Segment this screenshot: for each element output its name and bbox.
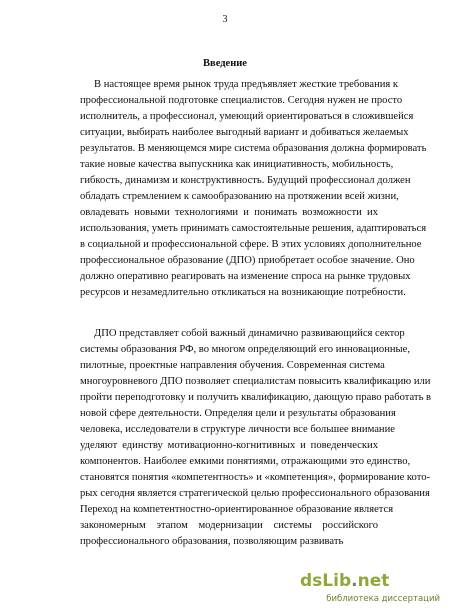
text-line: профессиональной подготовке специалистов. Сегодня нужен не просто — [80, 95, 403, 106]
text-line: ситуации, выбирать наиболее выгодный вариант и добиваться желаемых — [80, 127, 409, 138]
text-line: многоуровневого ДПО позволяет специалистам повысить квалификацию или — [80, 376, 431, 387]
text-line: новой сфере деятельности. Определяя цели и результаты образования — [80, 408, 396, 419]
page-number: 3 — [222, 14, 228, 25]
text-line: закономерным этапом модернизации системы российского — [80, 520, 378, 531]
paragraph-2 — [80, 326, 432, 550]
paragraph-1 — [80, 77, 427, 301]
section-heading: Введение — [203, 58, 247, 69]
text-line: профессионального образования, позволяющим развивать — [80, 536, 344, 547]
watermark-logo — [290, 572, 440, 594]
text-line: использования, уметь принимать самостоятельные решения, адаптироваться — [80, 223, 427, 234]
watermark-caption: библиотека диссертаций — [326, 594, 440, 604]
logo-dot: . — [351, 571, 358, 591]
logo-tld-text: net — [357, 571, 390, 591]
text-line: ресурсов и незамедлительно откликаться на возникающие потребности. — [80, 287, 406, 298]
text-line: должно оперативно реагировать на изменение спроса на рынке трудовых — [80, 271, 411, 282]
text-line: В настоящее время рынок труда предъявляет жесткие требования к — [94, 79, 399, 90]
text-line: пилотные, проектные направления обучения. Современная система — [80, 360, 385, 371]
text-line: пройти переподготовку и получить квалификацию, дающую право работать в — [80, 392, 432, 403]
text-line: овладевать новыми технологиями и понимать возможности их — [80, 207, 378, 218]
watermark[interactable] — [290, 572, 440, 606]
text-line: профессиональное образование (ДПО) приобретает особое значение. Оно — [80, 255, 415, 266]
logo-main-text: dsLib — [300, 571, 352, 591]
text-line: в социальной и профессиональной сфере. В этих условиях дополнительное — [80, 239, 422, 250]
text-line: Переход на компетентностно-ориентированное образование является — [80, 504, 394, 515]
text-line: уделяют единству мотивационно-когнитивных и поведенческих — [80, 440, 378, 451]
text-line: становятся понятия «компетентность» и «компетенция», формирование кото- — [80, 472, 431, 483]
text-line: рых сегодня является стратегической целью профессионального образования — [80, 488, 430, 499]
text-line: компонентов. Наиболее емкими понятиями, отражающими это единство, — [80, 456, 411, 467]
text-line: ДПО представляет собой важный динамично развивающийся сектор — [94, 328, 405, 339]
text-line: обладать стремлением к самообразованию на протяжении всей жизни, — [80, 191, 399, 202]
text-line: результатов. В меняющемся мире система образования должна формировать — [80, 143, 427, 154]
text-line: человека, исследователи в структуре личности все большее внимание — [80, 424, 395, 435]
text-line: системы образования РФ, во многом определяющий его инновационные, — [80, 344, 411, 355]
text-line: гибкость, динамизм и конструктивность. Будущий профессионал должен — [80, 175, 411, 186]
text-line: исполнитель, а профессионал, умеющий ориентироваться в сложившейся — [80, 111, 414, 122]
text-line: такие новые качества выпускника как инициативность, мобильность, — [80, 159, 394, 170]
